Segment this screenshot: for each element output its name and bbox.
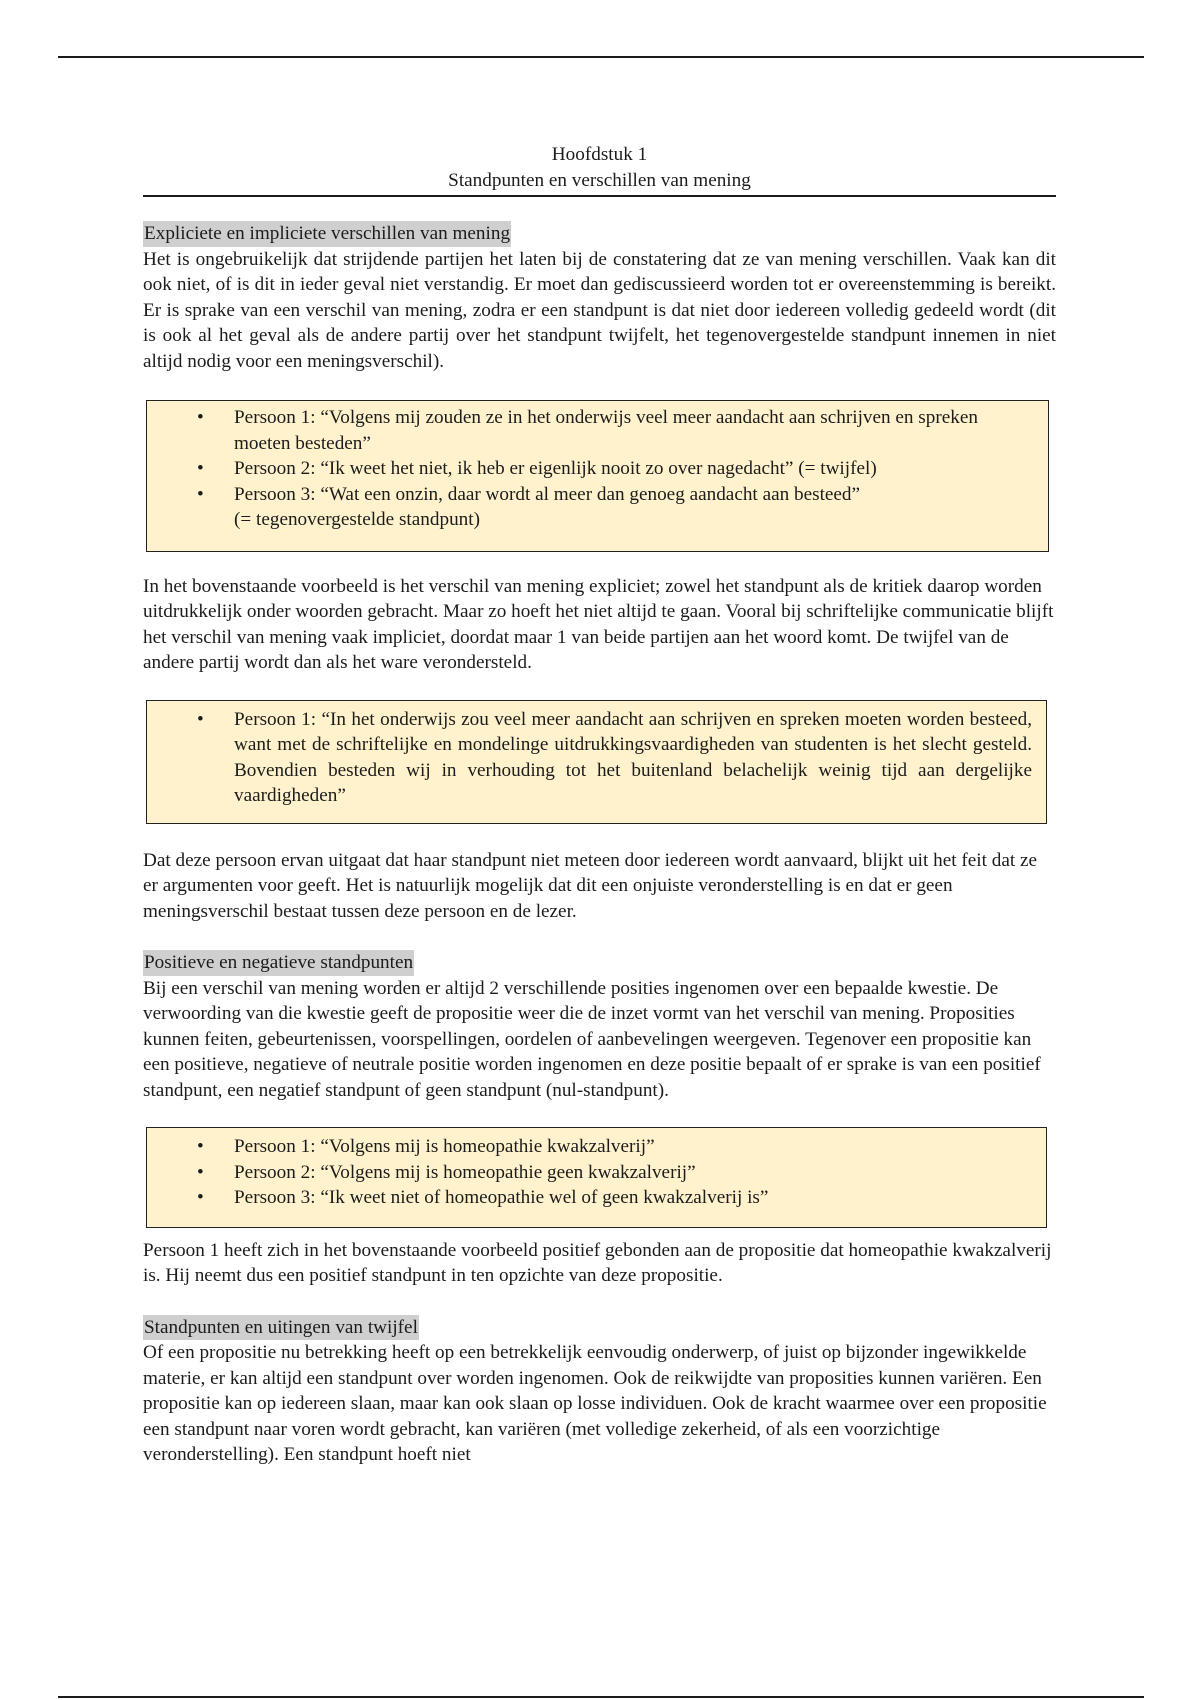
- paragraph: In het bovenstaande voorbeeld is het verschil van mening expliciet; zowel het standpunt als de kritiek daarop worden uitdrukkelijk onder woorden gebracht. Maar zo hoeft het niet altijd te gaan. Vooral bij schriftelijke communicatie blijft het verschil van mening vaak impliciet, doordat maar 1 van beide partijen aan het woord komt. De twijfel van de andere partij wordt dan als het ware verondersteld.: [143, 575, 1054, 673]
- example-box: [146, 400, 1049, 552]
- section-heading: [143, 221, 1056, 247]
- paragraph: Dat deze persoon ervan uitgaat dat haar standpunt niet meteen door iedereen wordt aanvaard, blijkt uit het feit dat ze er argumenten voor geeft. Het is natuurlijk mogelijk dat dit een onjuiste veronderstelling is en dat er geen meningsverschil bestaat tussen deze persoon en de lezer.: [143, 849, 1037, 922]
- list-item: • Persoon 2: “Ik weet het niet, ik heb er eigenlijk nooit zo over nagedacht” (= twijfel): [197, 458, 877, 479]
- paragraph: Bij een verschil van mening worden er altijd 2 verschillende posities ingenomen over een bepaalde kwestie. De verwoording van die kwestie geeft de propositie weer die de inzet vormt van het verschil van mening. Proposities kunnen feiten, gebeurtenissen, voorspellingen, oordelen of aanbevelingen weergeven. Tegenover een propositie kan een positieve, negatieve of neutrale positie worden ingenomen en deze positie bepaalt of er sprake is van een positief standpunt, een negatief standpunt of geen standpunt (nul-standpunt).: [143, 977, 1041, 1101]
- section-heading-text: Standpunten en uitingen van twijfel: [143, 1315, 419, 1341]
- chapter-title: Standpunten en verschillen van mening: [448, 170, 751, 191]
- list-item: • Persoon 1: “In het onderwijs zou veel meer aandacht aan schrijven en spreken moeten worden besteed, want met de schriftelijke en mondelinge uitdrukkingsvaardigheden van studenten is het slecht gesteld. Bovendien besteden wij in verhouding tot het buitenland belachelijk weinig tijd aan dergelijke vaardigheden”: [197, 708, 1032, 806]
- section-heading: [143, 950, 1056, 976]
- paragraph: Het is ongebruikelijk dat strijdende partijen het laten bij de constatering dat ze van mening verschillen. Vaak kan dit ook niet, of is dit in ieder geval niet verstandig. Er moet dan gediscussieerd worden tot er overeenstemming is bereikt. Er is sprake van een verschil van mening, zodra er een standpunt is dat niet door iedereen volledig gedeeld wordt (dit is ook al het geval als de andere partij over het standpunt twijfelt, het tegenovergestelde standpunt innemen in niet altijd nodig voor een meningsverschil).: [143, 248, 1056, 372]
- document-page: [143, 142, 1056, 1468]
- chapter-label: Hoofdstuk 1: [551, 144, 648, 165]
- list-item: • Persoon 1: “Volgens mij is homeopathie kwakzalverij”: [197, 1136, 655, 1157]
- list-continuation: (= tegenovergestelde standpunt): [234, 509, 480, 530]
- section-heading-text: Positieve en negatieve standpunten: [143, 950, 414, 976]
- top-rule: [58, 56, 1144, 58]
- list-item: • Persoon 2: “Volgens mij is homeopathie geen kwakzalverij”: [197, 1161, 696, 1183]
- example-box: [146, 1127, 1047, 1228]
- list-item: • Persoon 1: “Volgens mij zouden ze in het onderwijs veel meer aandacht aan schrijven en spreken moeten besteden”: [197, 407, 978, 454]
- list-item: • Persoon 3: “Wat een onzin, daar wordt al meer dan genoeg aandacht aan besteed”: [197, 483, 861, 505]
- bottom-rule: [58, 1696, 1144, 1698]
- section-heading-text: Expliciete en impliciete verschillen van mening: [143, 221, 511, 247]
- section-heading: [143, 1315, 1056, 1341]
- paragraph: Persoon 1 heeft zich in het bovenstaande voorbeeld positief gebonden aan de propositie dat homeopathie kwakzalverij is. Hij neemt dus een positief standpunt in ten opzichte van deze propositie.: [143, 1239, 1052, 1286]
- example-list: [147, 1134, 1034, 1211]
- list-item: • Persoon 3: “Ik weet niet of homeopathie wel of geen kwakzalverij is”: [197, 1187, 769, 1208]
- chapter-title-block: [143, 142, 1056, 197]
- example-list: [147, 405, 1036, 507]
- example-list: [147, 707, 1032, 809]
- example-box: [146, 700, 1047, 824]
- paragraph: Of een propositie nu betrekking heeft op een betrekkelijk eenvoudig onderwerp, of juist op bijzonder ingewikkelde materie, er kan altijd een standpunt over worden ingenomen. Ook de reikwijdte van proposities kunnen variëren. Een propositie kan op iedereen slaan, maar kan ook slaan op losse individuen. Ook de kracht waarmee over een propositie een standpunt naar voren wordt gebracht, kan variëren (met volledige zekerheid, of als een voorzichtige veronderstelling). Een standpunt hoeft niet: [143, 1342, 1047, 1465]
